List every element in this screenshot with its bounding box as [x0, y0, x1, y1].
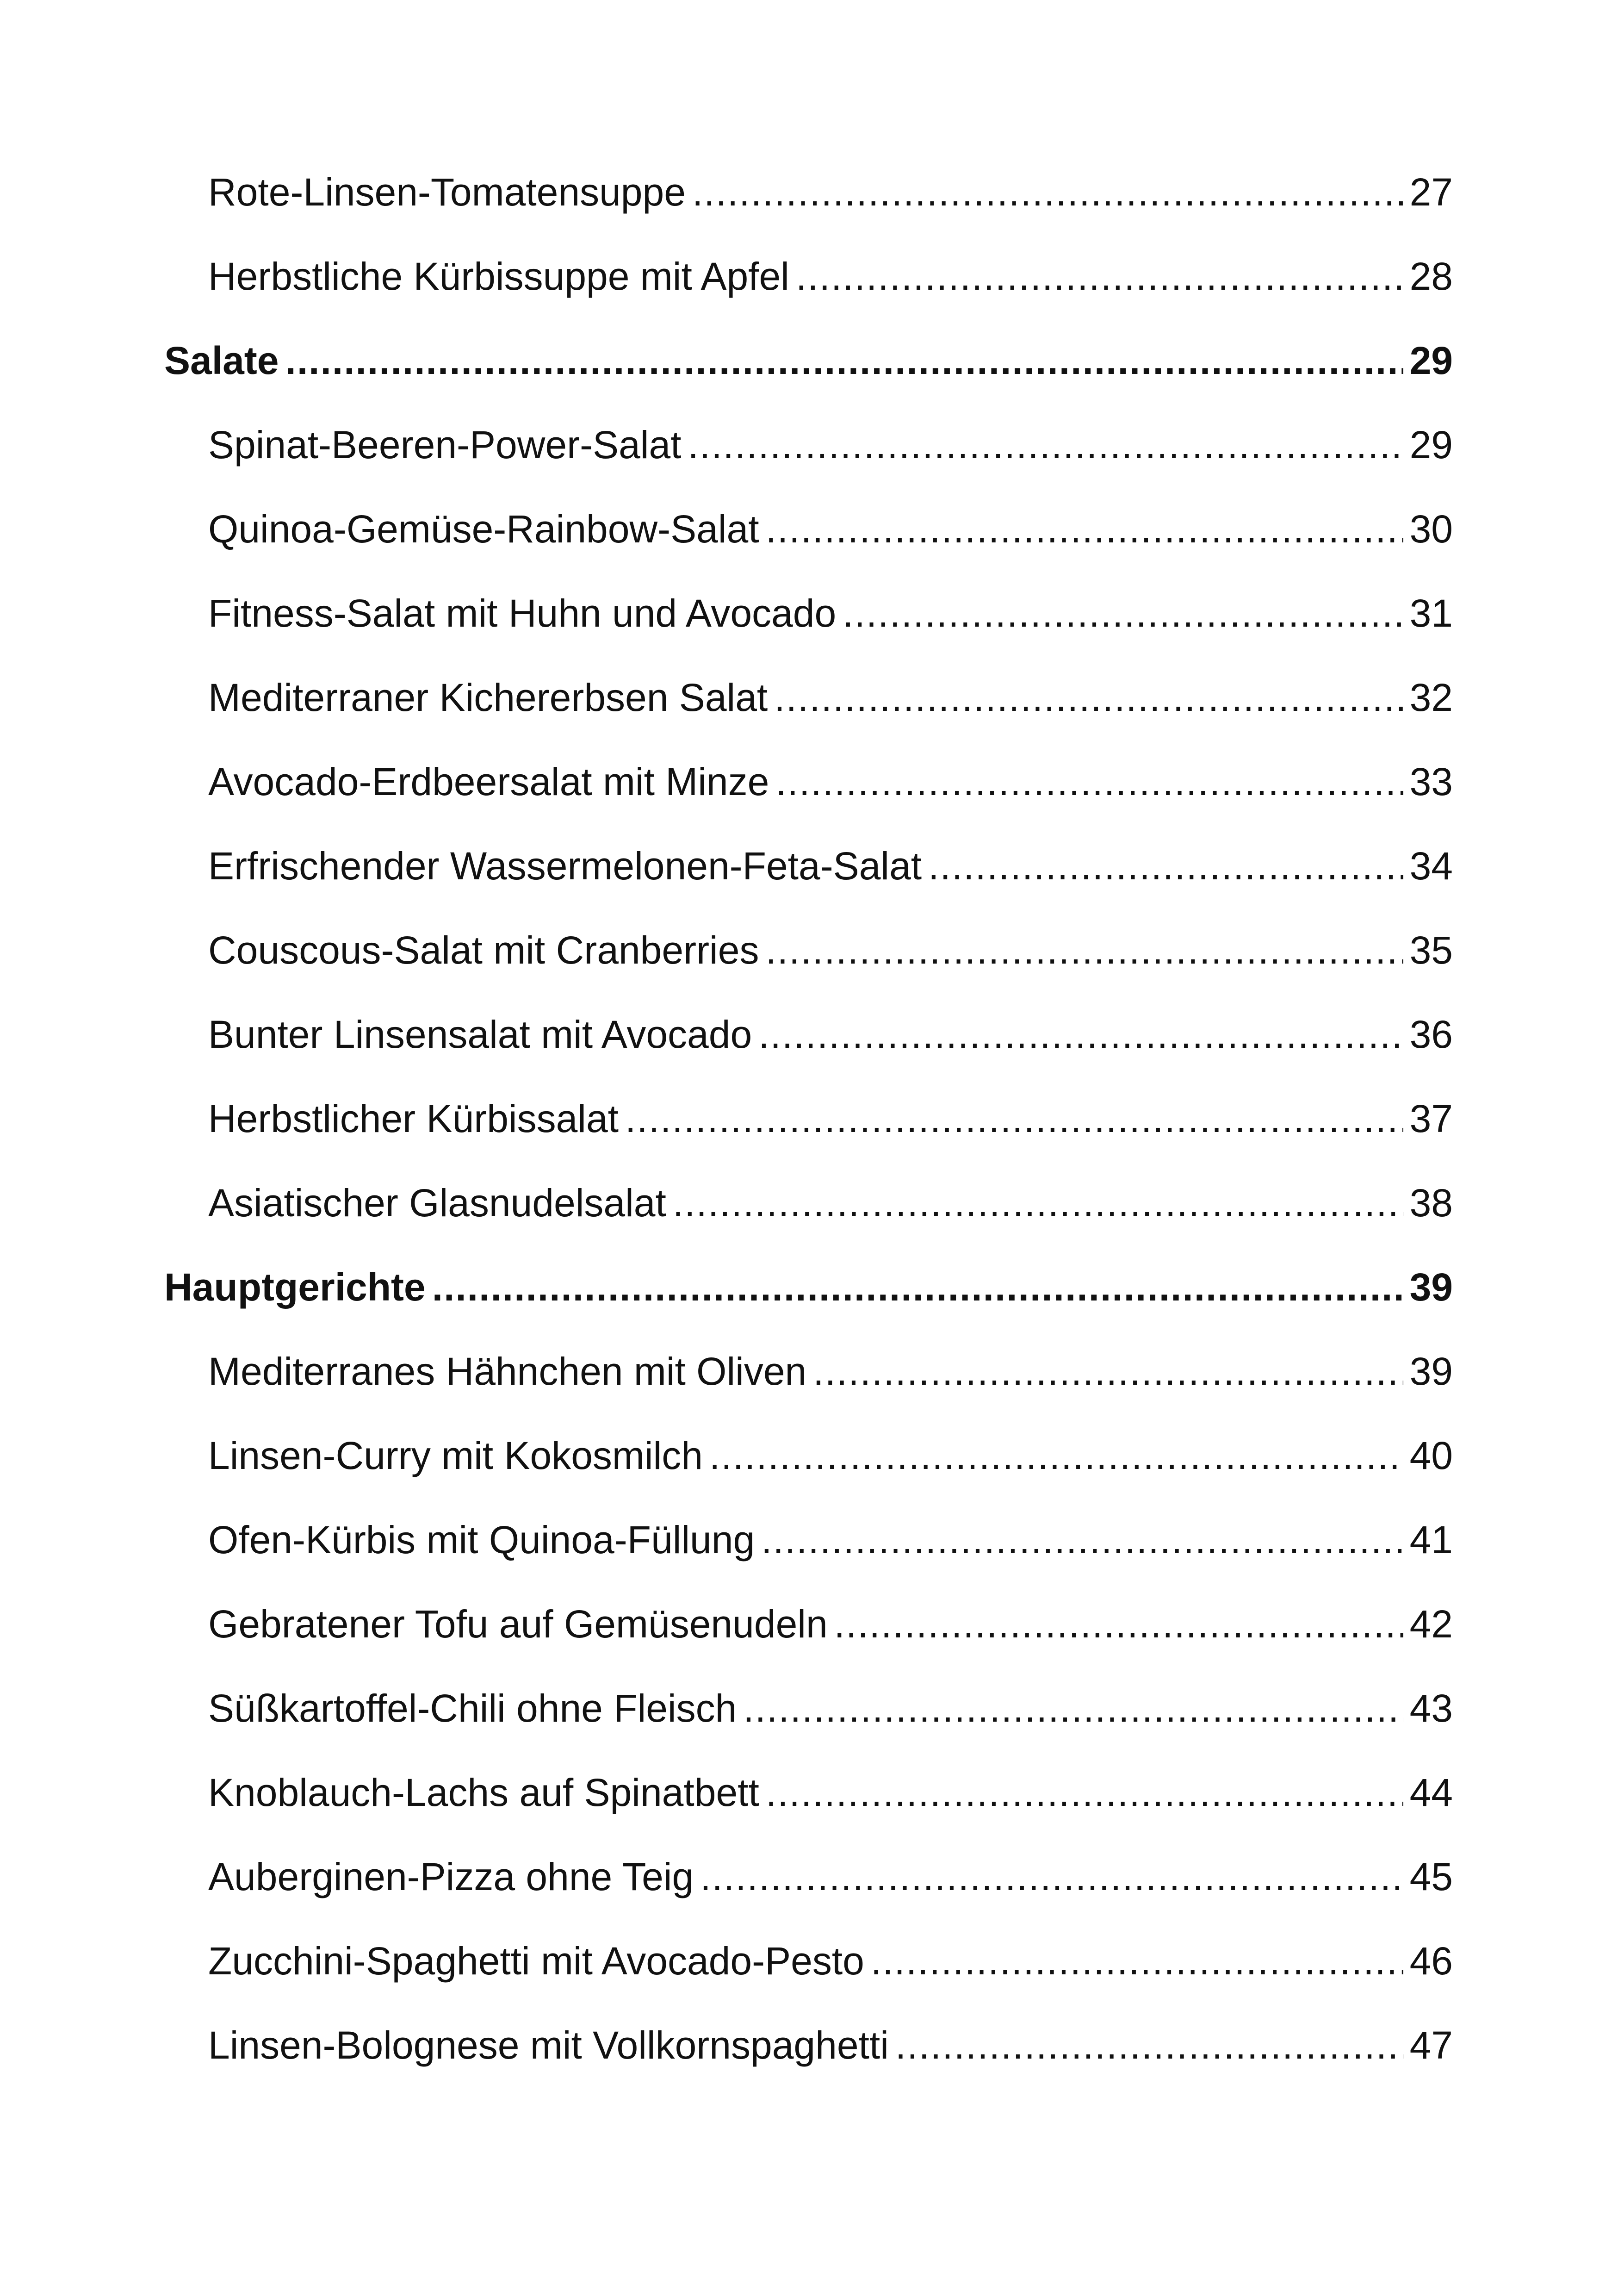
toc-entry-asiatischer-glasnudelsalat[interactable]: [208, 1173, 1453, 1233]
dot-leader: [285, 330, 1403, 391]
toc-entry-title: Fitness-Salat mit Huhn und Avocado: [208, 591, 837, 635]
toc-entry-page-number: 40: [1409, 1434, 1453, 1477]
toc-entry-title: Auberginen-Pizza ohne Teig: [208, 1855, 694, 1898]
toc-entry-rote-linsen-tomatensuppe[interactable]: [208, 162, 1453, 222]
toc-entry-page-number: 41: [1409, 1518, 1453, 1562]
toc-entry-page-number: 47: [1409, 2023, 1453, 2067]
dot-leader: [761, 1510, 1403, 1570]
dot-leader: [928, 836, 1403, 896]
dot-leader: [766, 1762, 1403, 1823]
dot-leader: [743, 1678, 1403, 1738]
dot-leader: [625, 1089, 1403, 1149]
dot-leader: [709, 1425, 1403, 1486]
toc-section-salate[interactable]: [164, 330, 1453, 391]
toc-entry-page-number: 27: [1409, 170, 1453, 214]
toc-entry-spinat-beeren-power-salat[interactable]: [208, 415, 1453, 475]
toc-entry-page-number: 31: [1409, 591, 1453, 635]
dot-leader: [692, 162, 1403, 222]
toc-entry-title: Herbstlicher Kürbissalat: [208, 1097, 619, 1140]
toc-entry-title: Spinat-Beeren-Power-Salat: [208, 423, 682, 467]
toc-entry-title: Linsen-Curry mit Kokosmilch: [208, 1434, 703, 1477]
toc-entry-title: Mediterranes Hähnchen mit Oliven: [208, 1350, 807, 1393]
toc-entry-title: Couscous-Salat mit Cranberries: [208, 928, 759, 972]
toc-entry-couscous-salat[interactable]: [208, 920, 1453, 980]
dot-leader: [700, 1847, 1403, 1907]
toc-entry-title: Erfrischender Wassermelonen-Feta-Salat: [208, 844, 922, 888]
toc-entry-page-number: 33: [1409, 760, 1453, 803]
toc-section-page-number: 39: [1409, 1265, 1453, 1309]
dot-leader: [813, 1341, 1403, 1401]
toc-entry-fitness-salat[interactable]: [208, 583, 1453, 643]
toc-entry-title: Gebratener Tofu auf Gemüsenudeln: [208, 1602, 828, 1646]
toc-entry-linsen-curry[interactable]: [208, 1425, 1453, 1486]
toc-entry-auberginen-pizza[interactable]: [208, 1847, 1453, 1907]
dot-leader: [688, 415, 1403, 475]
dot-leader: [758, 1004, 1403, 1064]
dot-leader: [895, 2015, 1403, 2075]
toc-entry-page-number: 38: [1409, 1181, 1453, 1225]
toc-entry-title: Zucchini-Spaghetti mit Avocado-Pesto: [208, 1939, 864, 1983]
toc-entry-title: Süßkartoffel-Chili ohne Fleisch: [208, 1686, 737, 1730]
toc-entry-avocado-erdbeersalat[interactable]: [208, 752, 1453, 812]
toc-entry-gebratener-tofu[interactable]: [208, 1594, 1453, 1654]
toc-entry-herbstlicher-kuerbissalat[interactable]: [208, 1089, 1453, 1149]
toc-entry-wassermelonen-feta-salat[interactable]: [208, 836, 1453, 896]
dot-leader: [834, 1594, 1403, 1654]
toc-entry-page-number: 36: [1409, 1013, 1453, 1056]
dot-leader: [796, 246, 1403, 306]
toc-entry-title: Avocado-Erdbeersalat mit Minze: [208, 760, 769, 803]
toc-section-page-number: 29: [1409, 339, 1453, 382]
toc-entry-title: Rote-Linsen-Tomatensuppe: [208, 170, 686, 214]
dot-leader: [673, 1173, 1403, 1233]
dot-leader: [766, 499, 1403, 559]
toc-entry-page-number: 30: [1409, 507, 1453, 551]
toc-entry-title: Knoblauch-Lachs auf Spinatbett: [208, 1771, 759, 1814]
toc-entry-ofen-kuerbis[interactable]: [208, 1510, 1453, 1570]
toc-entry-page-number: 45: [1409, 1855, 1453, 1898]
toc-entry-page-number: 29: [1409, 423, 1453, 467]
toc-entry-title: Quinoa-Gemüse-Rainbow-Salat: [208, 507, 759, 551]
toc-entry-page-number: 37: [1409, 1097, 1453, 1140]
toc-entry-bunter-linsensalat[interactable]: [208, 1004, 1453, 1064]
toc-entry-page-number: 32: [1409, 676, 1453, 719]
toc-entry-page-number: 34: [1409, 844, 1453, 888]
toc-entry-mediterraner-kichererbsen-salat[interactable]: [208, 667, 1453, 728]
dot-leader: [843, 583, 1403, 643]
toc-entry-linsen-bolognese[interactable]: [208, 2015, 1453, 2075]
dot-leader: [871, 1931, 1403, 1991]
toc-entry-page-number: 39: [1409, 1350, 1453, 1393]
toc-entry-page-number: 28: [1409, 255, 1453, 298]
dot-leader: [432, 1257, 1403, 1317]
toc-entry-mediterranes-haehnchen[interactable]: [208, 1341, 1453, 1401]
toc-entry-title: Asiatischer Glasnudelsalat: [208, 1181, 666, 1225]
toc-entry-zucchini-spaghetti[interactable]: [208, 1931, 1453, 1991]
toc-entry-title: Ofen-Kürbis mit Quinoa-Füllung: [208, 1518, 755, 1562]
toc-section-hauptgerichte[interactable]: [164, 1257, 1453, 1317]
dot-leader: [774, 667, 1403, 728]
dot-leader: [765, 920, 1403, 980]
toc-section-title: Salate: [164, 339, 279, 382]
dot-leader: [775, 752, 1403, 812]
toc-entry-page-number: 35: [1409, 928, 1453, 972]
toc-entry-page-number: 42: [1409, 1602, 1453, 1646]
toc-entry-page-number: 44: [1409, 1771, 1453, 1814]
toc-entry-knoblauch-lachs[interactable]: [208, 1762, 1453, 1823]
toc-entry-title: Herbstliche Kürbissuppe mit Apfel: [208, 255, 789, 298]
toc-entry-suesskartoffel-chili[interactable]: [208, 1678, 1453, 1738]
toc-entry-title: Linsen-Bolognese mit Vollkornspaghetti: [208, 2023, 889, 2067]
toc-entry-herbstliche-kuerbissuppe[interactable]: [208, 246, 1453, 306]
toc-entry-title: Bunter Linsensalat mit Avocado: [208, 1013, 752, 1056]
toc-section-title: Hauptgerichte: [164, 1265, 426, 1309]
toc-entry-title: Mediterraner Kichererbsen Salat: [208, 676, 768, 719]
toc-entry-quinoa-gemuese-rainbow-salat[interactable]: [208, 499, 1453, 559]
toc-entry-page-number: 46: [1409, 1939, 1453, 1983]
toc-entry-page-number: 43: [1409, 1686, 1453, 1730]
